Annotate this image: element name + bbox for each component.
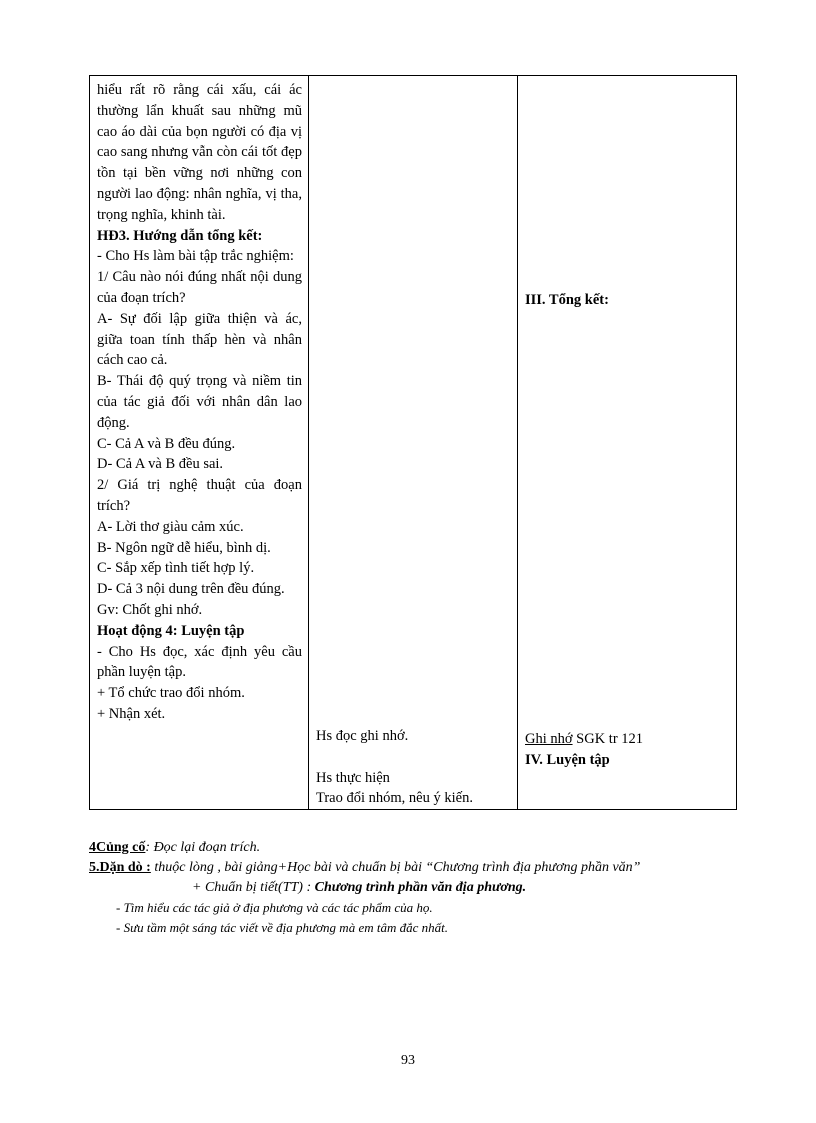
question-1: 1/ Câu nào nói đúng nhất nội dung của đoạn trích? [97, 269, 302, 306]
task-line: - Sưu tầm một sáng tác viết về địa phương mà em tâm đắc nhất. [116, 920, 448, 935]
list-item: A- Sự đối lập giữa thiện và ác, giữa toan tính thấp hèn và nhân cách cao cả. [97, 310, 302, 369]
list-item: A- Lời thơ giàu cảm xúc. [97, 518, 244, 535]
student-discuss: Trao đổi nhóm, nêu ý kiến. [316, 790, 473, 807]
list-item: B- Ngôn ngữ dễ hiểu, bình dị. [97, 539, 271, 556]
content-column [518, 76, 737, 810]
list-item: C- Cả A và B đều đúng. [97, 435, 236, 452]
memo-page: SGK tr 121 [572, 730, 644, 747]
homework-line [89, 858, 749, 878]
summary-heading: III. Tổng kết: [525, 292, 609, 308]
analysis-paragraph: hiểu rất rõ rằng cái xấu, cái ác thường lẩn khuất sau những mũ cao áo dài của bọn người có địa vị cao sang nhưng vẫn còn cái tốt đẹp tồn tại bền vững nơi những con người lao động: nhân nghĩa, vị tha, trọng nghĩa, khinh tài. [97, 82, 302, 223]
list-item: + Nhận xét. [97, 705, 166, 722]
memo-link: Ghi nhớ [525, 730, 573, 747]
task-line: - Tìm hiểu các tác giả ở địa phương và các tác phẩm của họ. [116, 900, 433, 915]
table-row [90, 76, 737, 810]
homework-label: 5.Dặn dò : [89, 860, 151, 875]
list-item: - Cho Hs đọc, xác định yêu cầu phần luyện tập. [97, 643, 302, 681]
prep-label: + Chuẩn bị tiết(TT) : [192, 880, 315, 895]
lesson-footer [89, 838, 749, 938]
consolidation-line [89, 838, 749, 858]
homework-text: thuộc lòng , bài giảng+Học bài và chuẩn bị bài “Chương trình địa phương phần văn” [150, 860, 641, 875]
student-do-task: Hs thực hiện [316, 769, 390, 786]
practice-heading: IV. Luyện tập [525, 751, 610, 768]
question-2: 2/ Giá trị nghệ thuật của đoạn trích? [97, 477, 302, 514]
student-activity-column [309, 76, 518, 810]
consolidation-text: : Đọc lại đoạn trích. [145, 840, 261, 855]
prep-line [89, 878, 749, 898]
list-item: D- Cả A và B đều sai. [97, 456, 224, 473]
list-item: C- Sắp xếp tình tiết hợp lý. [97, 560, 255, 577]
list-item: + Tổ chức trao đổi nhóm. [97, 685, 245, 702]
section-heading-summary: HĐ3. Hướng dẫn tổng kết: [97, 227, 263, 244]
list-item: Gv: Chốt ghi nhớ. [97, 601, 203, 618]
page-number: 93 [401, 1053, 415, 1068]
consolidation-label: 4Củng cố [89, 840, 146, 855]
list-item: B- Thái độ quý trọng và niềm tin của tác giả đối với nhân dân lao động. [97, 373, 302, 431]
list-item: - Cho Hs làm bài tập trắc nghiệm: [97, 248, 294, 265]
section-heading-practice: Hoạt động 4: Luyện tập [97, 622, 245, 639]
list-item: D- Cả 3 nội dung trên đều đúng. [97, 581, 285, 598]
lesson-plan-table [89, 75, 737, 810]
student-read-note: Hs đọc ghi nhớ. [316, 728, 409, 744]
teacher-activity-column [90, 76, 309, 810]
prep-title: Chương trình phần văn địa phương. [314, 880, 527, 895]
memo-reference [525, 729, 730, 750]
